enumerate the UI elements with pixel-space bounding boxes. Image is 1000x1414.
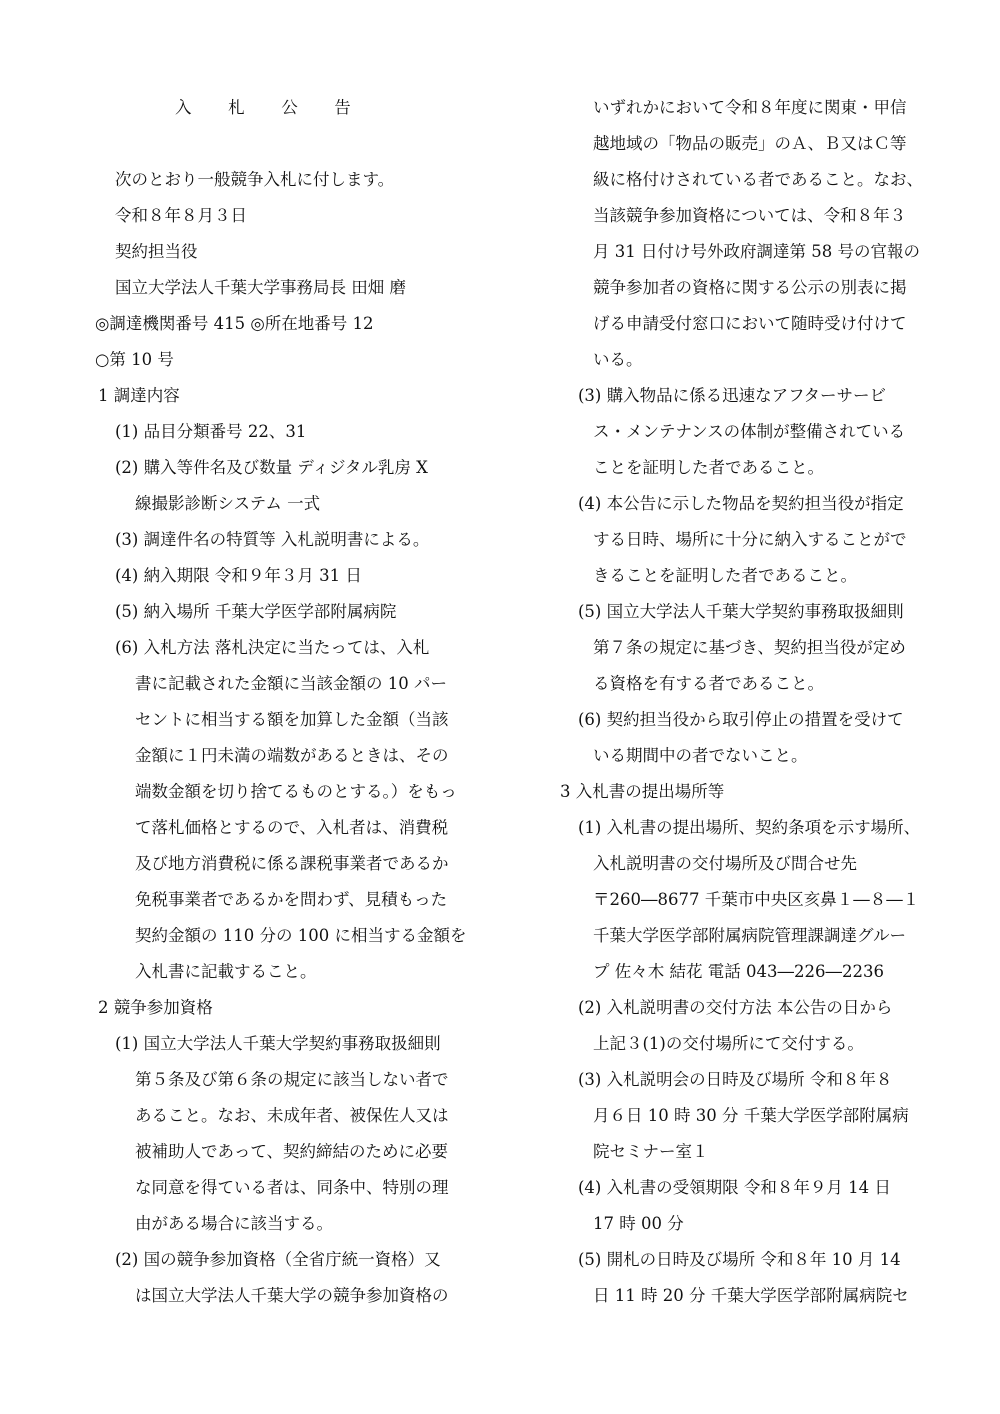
text-line: (1) 国立大学法人千葉大学契約事務取扱細則 [115,1034,441,1053]
text-line: は国立大学法人千葉大学の競争参加資格の [135,1286,449,1305]
text-line: (1) 品目分類番号 22、31 [115,422,307,441]
text-line: 被補助人であって、契約締結のために必要 [135,1142,449,1161]
text-line: 〒260―8677 千葉市中央区亥鼻１―８―１ [593,890,920,909]
text-line: (2) 国の競争参加資格（全省庁統一資格）又 [115,1250,441,1269]
text-line: げる申請受付窓口において随時受け付けて [593,314,907,333]
text-line: 月６日 10 時 30 分 千葉大学医学部附属病 [593,1106,909,1125]
text-line: セントに相当する額を加算した金額（当該 [135,710,449,729]
text-line: (5) 納入場所 千葉大学医学部附属病院 [115,602,397,621]
text-line: する日時、場所に十分に納入することがで [593,530,907,549]
text-line: 第７条の規定に基づき、契約担当役が定め [593,638,906,657]
text-line: て落札価格とするので、入札者は、消費税 [135,818,449,837]
text-line: る資格を有する者であること。 [593,674,824,693]
text-line: 1 調達内容 [98,386,180,405]
text-line: 日 11 時 20 分 千葉大学医学部附属病院セ [593,1286,909,1305]
text-line: 契約金額の 110 分の 100 に相当する金額を [135,926,467,945]
text-line: 院セミナー室１ [593,1142,709,1161]
text-line: あること。なお、未成年者、被保佐人又は [135,1106,449,1125]
text-line: (2) 購入等件名及び数量 ディジタル乳房 X [115,458,428,477]
text-line: いる。 [593,350,643,369]
text-line: 千葉大学医学部附属病院管理課調達グルー [593,926,907,945]
text-line: 2 競争参加資格 [98,998,213,1017]
text-line: (6) 入札方法 落札決定に当たっては、入札 [115,638,430,657]
text-line: (3) 調達件名の特質等 入札説明書による。 [115,530,430,549]
text-line: 次のとおり一般競争入札に付します。 [115,170,395,189]
text-line: 由がある場合に該当する。 [135,1214,333,1233]
left-column [95,90,475,1314]
text-line: (2) 入札説明書の交付方法 本公告の日から [578,998,893,1017]
notice-title: 入 札 公 告 [175,98,367,117]
blank-line [95,126,475,162]
text-line: 及び地方消費税に係る課税事業者であるか [135,854,449,873]
text-line: 月 31 日付け号外政府調達第 58 号の官報の [593,242,920,261]
text-line: (1) 入札書の提出場所、契約条項を示す場所、 [578,818,921,837]
text-line: 越地域の「物品の販売」のＡ、Ｂ又はＣ等 [593,134,907,153]
text-line: 免税事業者であるかを問わず、見積もった [135,890,448,909]
text-line: ス・メンテナンスの体制が整備されている [593,422,906,441]
text-line: 入札書に記載すること。 [135,962,317,981]
text-line: (5) 国立大学法人千葉大学契約事務取扱細則 [578,602,904,621]
right-column [560,90,935,1314]
text-line: 17 時 00 分 [593,1214,684,1233]
text-line: (5) 開札の日時及び場所 令和８年 10 月 14 [578,1250,901,1269]
text-line: プ 佐々木 結花 電話 043―226―2236 [593,962,884,981]
text-line: 上記３(1)の交付場所にて交付する。 [593,1034,864,1053]
text-line: ◎調達機関番号 415 ◎所在地番号 12 [95,314,374,333]
text-line: いずれかにおいて令和８年度に関東・甲信 [593,98,907,117]
text-line: な同意を得ている者は、同条中、特別の理 [135,1178,449,1197]
text-line: (6) 契約担当役から取引停止の措置を受けて [578,710,904,729]
text-line: 第５条及び第６条の規定に該当しない者で [135,1070,449,1089]
text-line: ○第 10 号 [95,350,174,369]
text-line: きることを証明した者であること。 [593,566,857,585]
text-line: 級に格付けされている者であること。なお、 [593,170,923,189]
text-line: (4) 本公告に示した物品を契約担当役が指定 [578,494,904,513]
text-line: ことを証明した者であること。 [593,458,824,477]
text-line: 国立大学法人千葉大学事務局長 田畑 磨 [115,278,406,297]
text-line: 入札説明書の交付場所及び問合せ先 [593,854,857,873]
text-line: 端数金額を切り捨てるものとする。）をもっ [135,782,457,801]
text-line: 金額に１円未満の端数があるときは、その [135,746,449,765]
text-line: 書に記載された金額に当該金額の 10 パー [135,674,447,693]
text-line: 令和８年８月３日 [115,206,247,225]
text-line: 3 入札書の提出場所等 [560,782,725,801]
text-line: (3) 入札説明会の日時及び場所 令和８年８ [578,1070,893,1089]
text-line: いる期間中の者でないこと。 [593,746,808,765]
text-line: 競争参加者の資格に関する公示の別表に掲 [593,278,907,297]
text-line: (4) 入札書の受領期限 令和８年９月 14 日 [578,1178,891,1197]
text-line: 線撮影診断システム 一式 [135,494,321,513]
text-line: (4) 納入期限 令和９年３月 31 日 [115,566,362,585]
text-line: 契約担当役 [115,242,198,261]
text-line: 当該競争参加資格については、令和８年３ [593,206,907,225]
text-line: (3) 購入物品に係る迅速なアフターサービ [578,386,886,405]
